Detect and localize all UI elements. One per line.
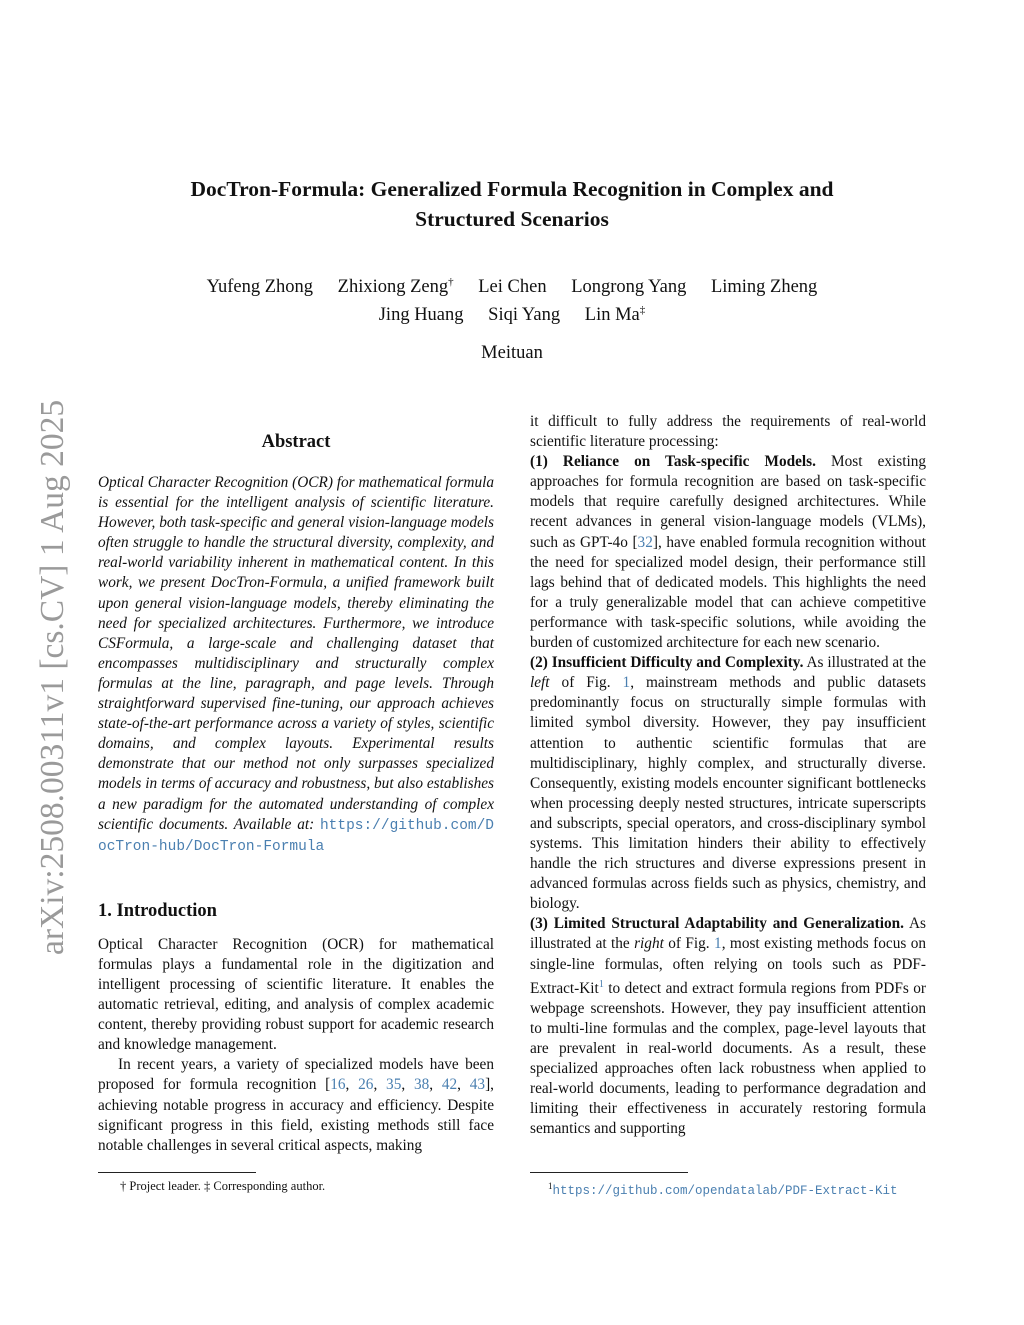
footnote-rule-left <box>98 1172 256 1173</box>
title-line-2: Structured Scenarios <box>415 207 609 231</box>
author: Jing Huang <box>378 305 464 326</box>
section-heading-introduction: 1. Introduction <box>98 900 217 921</box>
citation-link[interactable]: 38 <box>413 1076 430 1094</box>
author: Lin Ma‡ <box>584 304 646 326</box>
footnote-rule-right <box>530 1172 688 1173</box>
challenge-item-1: (1) Reliance on Task-specific Models. Most existing approaches for formula recognition are based on task-specific models that require carefully designed architectures. While recent advances in general vision-language models (VLMs), such as GPT-4o [32], have enabled formula recognition without the need for specialized model design, their performance still lags behind that of dedicated models. This highlights the need for a truly generalizable model that can achieve competitive performance with task-specific solutions, while avoiding the burden of customized architecture for each new scenario. <box>530 453 927 652</box>
challenge-label-1: (1) Reliance on Task-specific Models. <box>530 453 816 471</box>
figure-link[interactable]: 1 <box>622 674 631 692</box>
footnote-left: † Project leader. ‡ Corresponding author. <box>120 1179 326 1193</box>
left-column <box>98 430 494 1156</box>
arxiv-id-text: arXiv:2508.00311v1 [cs.CV] 1 Aug 2025 <box>34 399 71 955</box>
abstract-text: Optical Character Recognition (OCR) for mathematical formula is essential for the intelligent analysis of scientific literature. However, both task-specific and general vision-language models often struggle to handle the structural diversity, complexity, and real-world variability inherent in mathematical content. In this work, we present DocTron-Formula, a unified framework built upon general vision-language models, thereby eliminating the need for specialized architectures. Furthermore, we introduce CSFormula, a large-scale and challenging dataset that encompasses multidisciplinary and structurally complex formulas at the line, paragraph, and page levels. Through straightforward supervised fine-tuning, our approach achieves state-of-the-art performance across a variety of styles, scientific domains, and complex layouts. Experimental results demonstrate that our method not only surpasses specialized models in terms of accuracy and robustness, but also establishes a new paradigm for the automated understanding of complex scientific documents. Available at: https://github.com/DocTron-hub/DocTron-Formula <box>98 474 494 855</box>
footnote-url-link[interactable]: https://github.com/opendatalab/PDF-Extract-Kit <box>552 1184 898 1199</box>
code-link[interactable]: https://github.com/DocTron-hub/DocTron-Formula <box>98 817 494 855</box>
footnote-marker[interactable]: 1 <box>598 978 604 990</box>
author-row-2 <box>100 299 924 327</box>
author: Longrong Yang <box>571 277 687 298</box>
challenge-label-2: (2) Insufficient Difficulty and Complexity. <box>530 654 804 672</box>
citation-link[interactable]: 16 <box>330 1076 346 1094</box>
intro-paragraph-1: Optical Character Recognition (OCR) for mathematical formulas plays a fundamental role in the digitization and intelligent processing of scientific literature. It enables the automatic retrieval, editing, and analysis of complex academic content, thereby providing robust support for academic research and knowledge management. <box>98 935 494 1054</box>
author: Liming Zheng <box>710 277 818 298</box>
author-list <box>100 271 924 327</box>
citation-link[interactable]: 32 <box>637 533 653 551</box>
author: Zhixiong Zeng† <box>337 276 454 298</box>
intro-continuation: it difficult to fully address the requirements of real-world scientific literature processing: <box>530 413 926 451</box>
citation-link[interactable]: 42 <box>441 1076 458 1094</box>
arxiv-identifier <box>18 0 88 955</box>
author: Lei Chen <box>478 277 547 298</box>
challenge-item-2: (2) Insufficient Difficulty and Complexity. As illustrated at the left of Fig. 1, mainstream methods and public datasets predominantly focus on structurally simple formulas with limited symbol diversity. However, they pay insufficient attention to authentic scientific formulas that are multidisciplinary, highly complex, and structurally diverse. Consequently, existing models encounter significant bottlenecks when processing deeply nested structures, intricate superscripts and subscripts, special operators, and cross-disciplinary symbol systems. This limitation hinders their ability to effectively handle the rich structures and diverse expressions present in advanced formulas across fields such as physics, chemistry, and biology. <box>530 654 927 913</box>
author: Siqi Yang <box>488 305 561 326</box>
author-row-1 <box>100 271 924 299</box>
affiliation: Meituan <box>481 343 543 363</box>
footnote-number: 1 <box>548 1181 553 1191</box>
footnote-right <box>548 1178 898 1199</box>
figure-link[interactable]: 1 <box>714 935 722 953</box>
paper-title <box>100 174 924 234</box>
citation-link[interactable]: 43 <box>469 1076 486 1094</box>
abstract-heading: Abstract <box>261 432 331 452</box>
intro-paragraph-2: In recent years, a variety of specialized models have been proposed for formula recognition [16, 26, 35, 38, 42, 43], achieving notable progress in accuracy and efficiency. Despite significant progress in this field, existing methods still face notable challenges in several critical aspects, making <box>98 1056 494 1154</box>
citation-link[interactable]: 26 <box>358 1076 374 1094</box>
author: Yufeng Zhong <box>206 277 314 298</box>
right-column <box>530 412 926 1139</box>
title-line-1: DocTron-Formula: Generalized Formula Recognition in Complex and <box>190 177 834 201</box>
citation-link[interactable]: 35 <box>386 1076 402 1094</box>
challenge-item-3: (3) Limited Structural Adaptability and Generalization. As illustrated at the right of Fig. 1, most existing methods focus on single-line formulas, often relying on tools such as PDF-Extract-Kit$^1$ to detect and extract formula regions from PDFs or webpage screenshots. However, they pay insufficient attention to multi-line formulas and the complex, page-level layouts that are prevalent in real-world documents. As a result, these specialized approaches often lack robustness when applied to real-world documents, leading to performance degradation and limiting their effectiveness in accurately restoring formula semantics and supporting <box>530 915 926 1138</box>
challenge-label-3: (3) Limited Structural Adaptability and Generalization. <box>530 915 904 933</box>
